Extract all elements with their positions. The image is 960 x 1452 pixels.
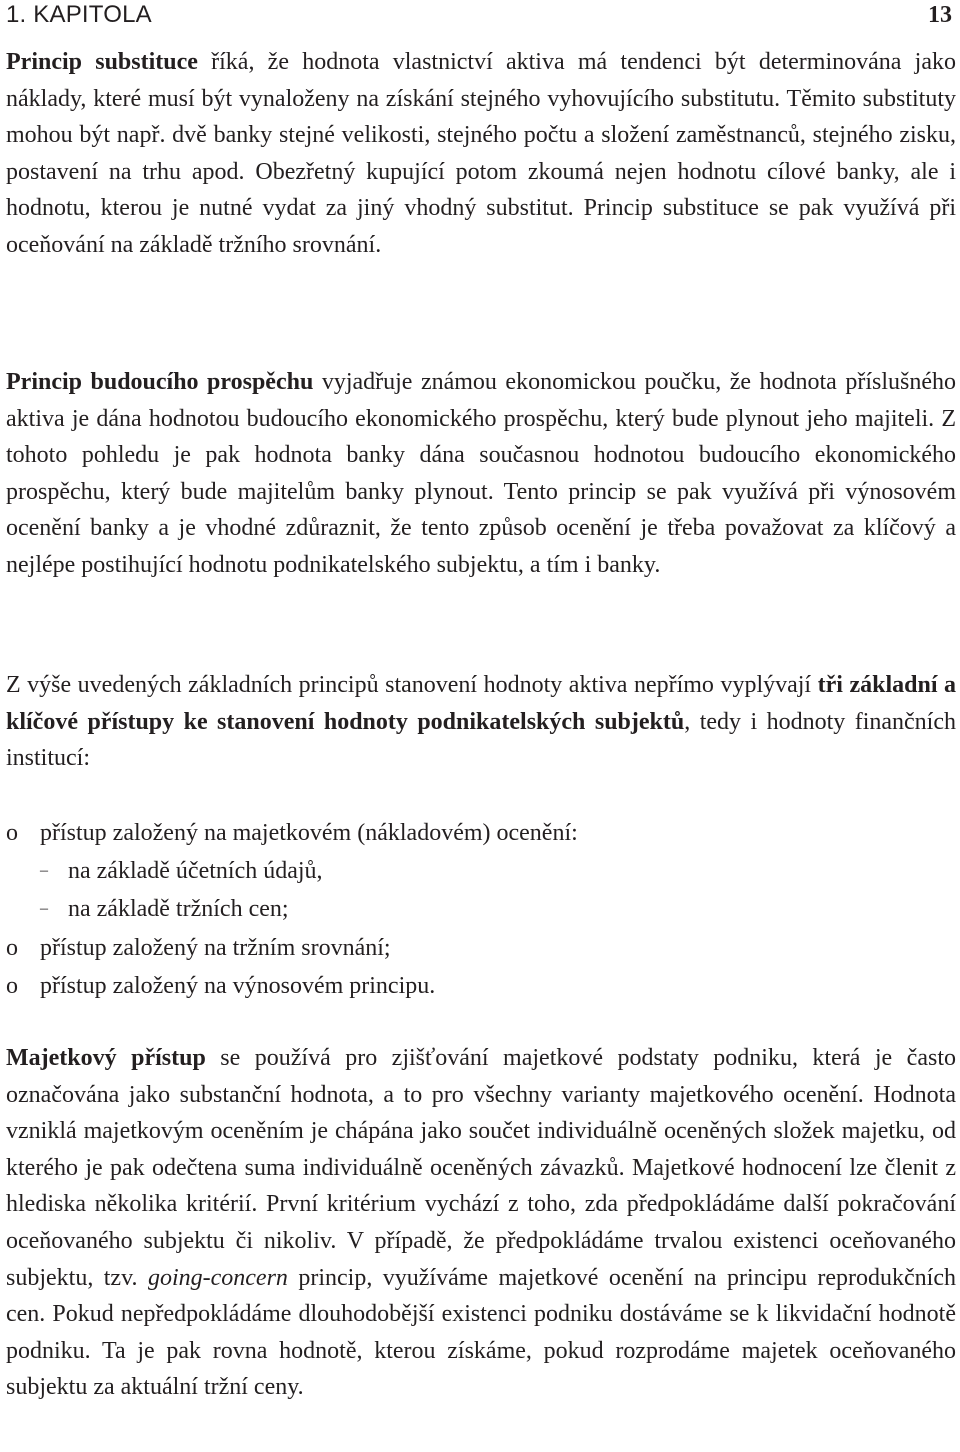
list-subitem: [6, 852, 956, 890]
term-asset-approach: Majetkový přístup: [6, 1045, 206, 1071]
term-future-benefit: Princip budoucího prospěchu: [6, 369, 314, 395]
list-item-text: na základě účetních údajů,: [68, 858, 323, 885]
dash-marker: –: [40, 862, 48, 880]
running-header: [6, 0, 956, 32]
paragraph-text: říká, že hodnota vlastnictví aktiva má tendenci být determinována jako náklady, které musí být vynaloženy na získání stejného vyhovujícího substitutu. Těmito substituty mohou být např. dvě banky stejné velikosti, stejného počtu a složení zaměstnanců, stejného zisku, postavení na trhu apod. Obezřetný kupující potom zkoumá nejen hodnotu cílové banky, ale i hodnotu, kterou je nutné vydat za jiný vhodný substitut. Princip substituce se pak využívá při oceňování na základě tržního srovnání.: [6, 49, 956, 258]
paragraph-approaches-intro: [6, 667, 956, 777]
list-item-text: přístup založený na tržním srovnání;: [40, 934, 391, 961]
paragraph-substitution: [6, 44, 956, 264]
paragraph-text: , tedy i hodnoty finančních institucí:: [6, 708, 956, 772]
term-going-concern: going-concern: [147, 1264, 288, 1291]
paragraph-future-benefit: [6, 364, 956, 584]
paragraph-text: princip, využíváme majetkové ocenění na principu reprodukčních cen. Pokud nepředpokládáme dlouhodobější existenci podniku dostáváme se k likvidační hodnotě podniku. Ta je pak rovna hodnotě, kterou získáme, pokud rozprodáme majetek oceňovaného subjektu za aktuální tržní ceny.: [6, 1264, 957, 1401]
term-substitution: Princip substituce: [6, 49, 198, 75]
bullet-marker: o: [6, 820, 18, 846]
list-item: [6, 967, 956, 1005]
list-item: [6, 929, 956, 967]
chapter-label: 1. KAPITOLA: [6, 1, 152, 28]
list-item-text: přístup založený na výnosovém principu.: [40, 972, 436, 999]
list-item: [6, 814, 956, 852]
bullet-marker: o: [6, 972, 18, 999]
emphasis-three-approaches: tři základní a klíčové přístupy ke stanovení hodnoty podnikatelských subjektů: [6, 672, 956, 735]
paragraph-text: se používá pro zjišťování majetkové podstaty podniku, která je často označována jako substanční hodnota, a to pro všechny varianty majetkového ocenění. Hodnota vzniklá majetkovým oceněním je chápána jako součet individuálně oceněných složek majetku, od kterého je pak odečtena suma individuálně oceněných závazků. Majetkové hodnocení lze členit z hlediska několika kritérií. První kritérium vychází z toho, zda předpokládáme další pokračování oceňovaného subjektu či nikoliv. V případě, že předpokládáme trvalou existenci oceňovaného subjektu, tzv.: [6, 1045, 956, 1291]
paragraph-text: Z výše uvedených základních principů stanovení hodnoty aktiva nepřímo vyplývají: [6, 672, 818, 698]
approaches-list: [6, 814, 956, 1005]
document-page: [6, 0, 957, 1401]
paragraph-asset-approach: [6, 1040, 956, 1406]
dash-marker: –: [40, 900, 48, 918]
list-item-text: přístup založený na majetkovém (nákladovém) ocenění:: [40, 820, 578, 846]
paragraph-text: vyjadřuje známou ekonomickou poučku, že hodnota příslušného aktiva je dána hodnotou budoucího ekonomického prospěchu, který bude plynout jeho majiteli. Z tohoto pohledu je pak hodnota banky dána současnou hodnotou budoucího ekonomického prospěchu, který bude majitelům banky plynout. Tento princip se pak využívá při výnosovém ocenění banky a je vhodné zdůraznit, že tento způsob ocenění je třeba považovat za klíčový a nejlépe postihující hodnotu podnikatelského subjektu, a tím i banky.: [6, 369, 956, 578]
bullet-marker: o: [6, 934, 18, 961]
list-item-text: na základě tržních cen;: [68, 896, 289, 923]
list-subitem: [6, 890, 956, 928]
page-number: 13: [928, 2, 952, 28]
